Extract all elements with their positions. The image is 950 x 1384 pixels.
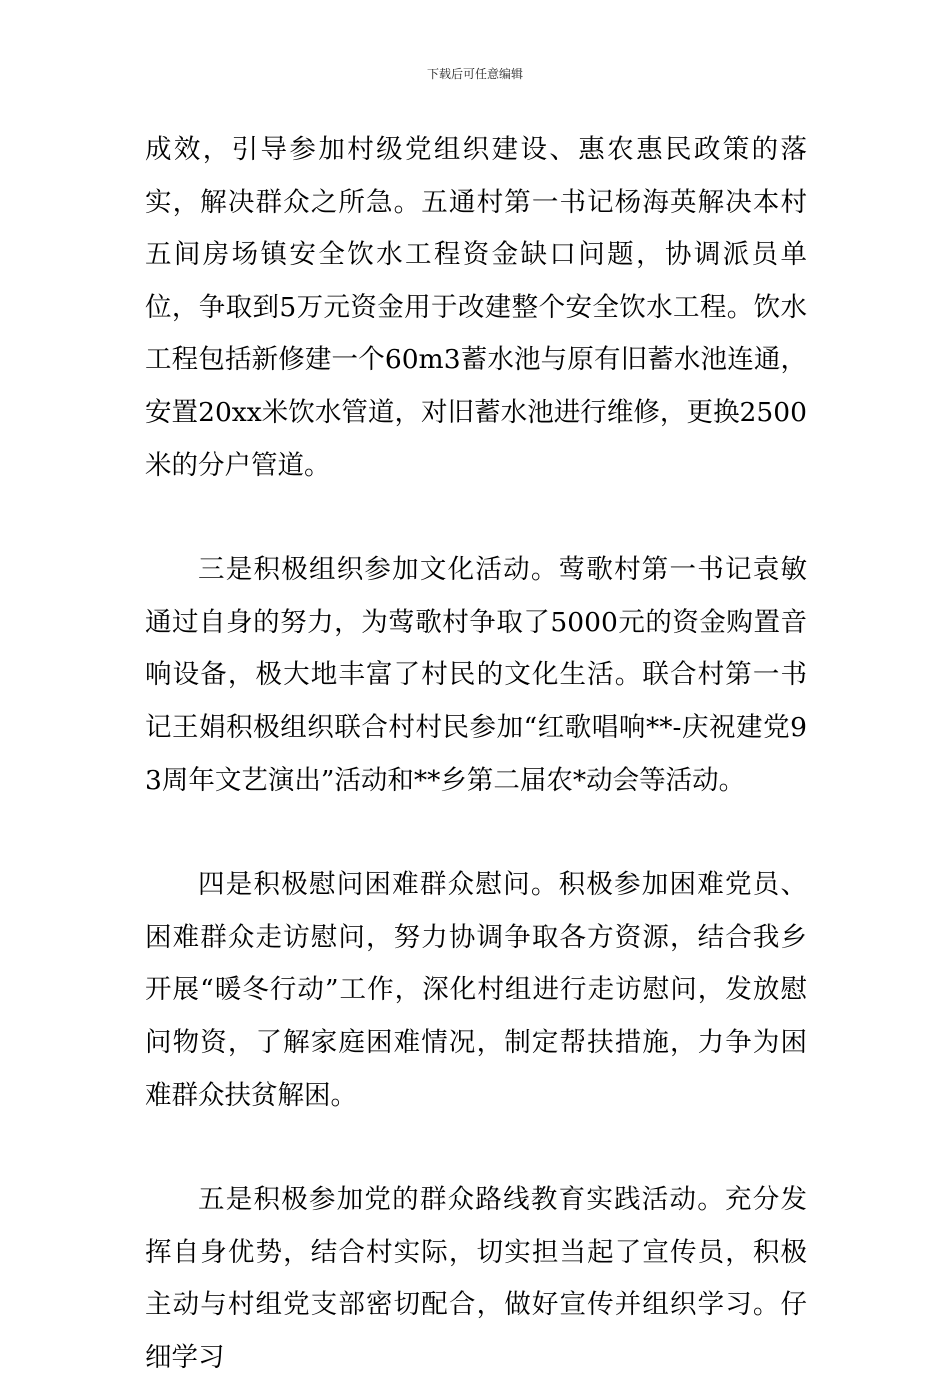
document-body [145,124,807,1384]
paragraph-1: 成效，引导参加村级党组织建设、惠农惠民政策的落实，解决群众之所急。五通村第一书记杨海英解决本村五间房场镇安全饮水工程资金缺口问题，协调派员单位，争取到5万元资金用于改建整个安全饮水工程。饮水工程包括新修建一个60m3蓄水池与原有旧蓄水池连通，安置20xx米饮水管道，对旧蓄水池进行维修，更换2500米的分户管道。 [145,134,807,481]
paragraph-3: 四是积极慰问困难群众慰问。积极参加困难党员、困难群众走访慰问，努力协调争取各方资源，结合我乡开展“暖冬行动”工作，深化村组进行走访慰问，发放慰问物资，了解家庭困难情况，制定帮扶措施，力争为困难群众扶贫解困。 [145,869,807,1111]
paragraph-gap [145,492,807,544]
paragraph-gap [145,807,807,859]
paragraph-2: 三是积极组织参加文化活动。莺歌村第一书记袁敏通过自身的努力，为莺歌村争取了5000元的资金购置音响设备，极大地丰富了村民的文化生活。联合村第一书记王娟积极组织联合村村民参加“红歌唱响**-庆祝建党93周年文艺演出”活动和**乡第二届农*动会等活动。 [145,554,807,796]
page-header: 下载后可任意编辑 [426,67,523,81]
paragraph-gap [145,1122,807,1174]
paragraph-4: 五是积极参加党的群众路线教育实践活动。充分发挥自身优势，结合村实际，切实担当起了宣传员，积极主动与村组党支部密切配合，做好宣传并组织学习。仔细学习 [145,1184,807,1373]
